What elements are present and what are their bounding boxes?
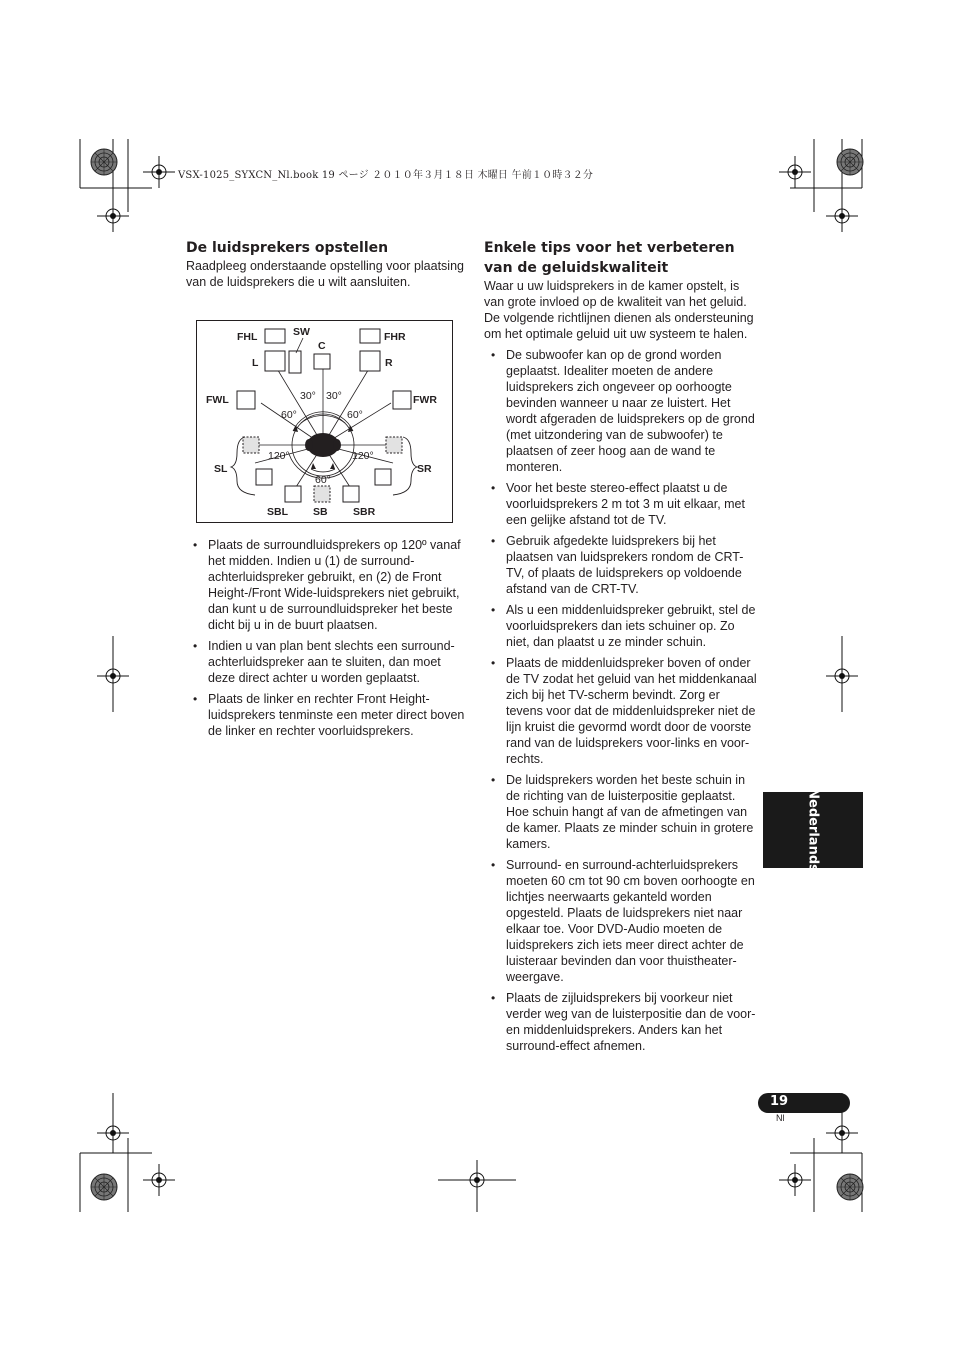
angle-120-right: 120° — [352, 450, 374, 462]
speaker-sl-rear — [256, 469, 272, 485]
speaker-sr — [386, 437, 402, 453]
label-sw: SW — [293, 326, 310, 338]
speaker-r — [360, 351, 380, 371]
list-item: • Plaats de linker en rechter Front Height-luidsprekers tenminste een meter direct boven de linker en rechter voorluidsprekers. — [186, 691, 466, 739]
angle-60-left: 60° — [281, 409, 297, 421]
label-l: L — [252, 357, 259, 369]
label-fhr: FHR — [384, 331, 406, 343]
angle-60-bottom: 60° — [315, 474, 331, 486]
list-item: • De subwoofer kan op de grond worden geplaatst. Idealiter moeten de andere luidsprekers zich ongeveer op oorhoogte bevinden wanneer u naar ze luistert. Het wordt afgeraden de luidsprekers op de grond (met uitzondering van de subwoofer) te plaatsen of zeer hoog aan de wand te monteren. — [484, 347, 760, 475]
label-sb: SB — [313, 506, 328, 518]
list-item: • Plaats de middenluidspreker boven of onder de TV zodat het geluid van het middenkanaal zich bij het TV-scherm bevindt. Zorg er tevens voor dat de middenluidspreker niet de lijn kruist die gevormd wordt door de voorste rand van de luidsprekers voor-links en voor-rechts. — [484, 655, 760, 767]
list-item: • Als u een middenluidspreker gebruikt, stel de voorluidsprekers dan iets schuiner op. Zo niet, dan plaatst u ze minder schuin. — [484, 602, 760, 650]
right-column — [484, 238, 760, 1059]
angle-30-right: 30° — [326, 390, 342, 402]
label-r: R — [385, 357, 393, 369]
label-sbl: SBL — [267, 506, 288, 518]
label-sr: SR — [417, 463, 432, 475]
list-item: • Surround- en surround-achterluidsprekers moeten 60 cm tot 90 cm boven oorhoogte en lichtjes neerwaarts gekanteld worden opgesteld. Plaats de luidsprekers niet naar elkaar toe. Voor DVD-Audio moeten de luidsprekers zich iets meer direct achter de luisteraar bevinden dan voor thuistheater-weergave. — [484, 857, 760, 985]
label-fwr: FWR — [413, 394, 437, 406]
list-item: • Plaats de surroundluidsprekers op 120º vanaf het midden. Indien u (1) de surround-achterluidspreker gebruikt, en (2) de Front Height-/Front Wide-luidsprekers niet gebruikt, dan kunt u de surroundluidspreker het beste dicht bij u in de buurt plaatsen. — [186, 537, 466, 633]
label-sbr: SBR — [353, 506, 376, 518]
page-number: 19 — [770, 1094, 789, 1109]
speaker-c — [314, 354, 330, 369]
label-c: C — [318, 340, 326, 352]
list-item: • Plaats de zijluidsprekers bij voorkeur niet verder weg van de luisterpositie dan de voor- en middenluidsprekers. Anders kan het surround-effect afnemen. — [484, 990, 760, 1054]
left-column — [186, 238, 466, 290]
language-tab — [763, 788, 863, 872]
label-fhl: FHL — [237, 331, 258, 343]
list-item: • Indien u van plan bent slechts een surround-achterluidspreker aan te sluiten, dan moet deze direct achter u worden geplaatst. — [186, 638, 466, 686]
speaker-l — [265, 351, 285, 371]
speaker-sw — [289, 351, 301, 373]
label-fwl: FWL — [206, 394, 229, 406]
left-intro: Raadpleeg onderstaande opstelling voor plaatsing van de luidsprekers die u wilt aansluiten. — [186, 259, 464, 289]
print-header: VSX-1025_SYXCN_Nl.book 19 ページ ２０１０年３月１８日 木曜日 午前１０時３２分 — [178, 170, 594, 181]
speaker-sb — [314, 486, 330, 502]
right-bullet-list — [484, 347, 760, 1054]
speaker-layout-figure — [197, 321, 452, 522]
angle-60-right: 60° — [347, 409, 363, 421]
speaker-sr-rear — [375, 469, 391, 485]
section-heading-speaker-placement: De luidsprekers opstellen — [186, 240, 389, 256]
list-item: • Voor het beste stereo-effect plaatst u de voorluidsprekers 2 m tot 3 m uit elkaar, met een gelijke afstand tot de TV. — [484, 480, 760, 528]
angle-120-left: 120° — [268, 450, 290, 462]
page-number-badge — [758, 1093, 850, 1113]
list-item: • De luidsprekers worden het beste schuin in de richting van de luisterpositie geplaatst. Hoe schuin hangt af van de afmetingen van de kamer. Plaats ze minder schuin in grotere kamers. — [484, 772, 760, 852]
speaker-fwl — [237, 391, 255, 409]
right-intro: Waar u uw luidsprekers in de kamer opstelt, is van grote invloed op de kwaliteit van het geluid. De volgende richtlijnen dienen als ondersteuning om het optimale geluid uit uw systeem te halen. — [484, 279, 754, 341]
speaker-sl — [243, 437, 259, 453]
label-sl: SL — [214, 463, 228, 475]
section-heading-tips: Enkele tips voor het verbeteren van de geluidskwaliteit — [484, 240, 735, 276]
speaker-sbl — [285, 486, 301, 502]
angle-30-left: 30° — [300, 390, 316, 402]
speaker-layout-diagram — [196, 320, 453, 523]
speaker-fhl — [265, 329, 285, 343]
speaker-fhr — [360, 329, 380, 343]
speaker-sbr — [343, 486, 359, 502]
left-bullets — [186, 537, 466, 744]
left-bullet-list — [186, 537, 466, 739]
speaker-fwr — [393, 391, 411, 409]
page-language-code: Nl — [776, 1113, 785, 1123]
language-tab-label: Nederlands — [805, 788, 821, 872]
list-item: • Gebruik afgedekte luidsprekers bij het plaatsen van luidsprekers rondom de CRT-TV, of plaats de luidsprekers op voldoende afstand van de CRT-TV. — [484, 533, 760, 597]
